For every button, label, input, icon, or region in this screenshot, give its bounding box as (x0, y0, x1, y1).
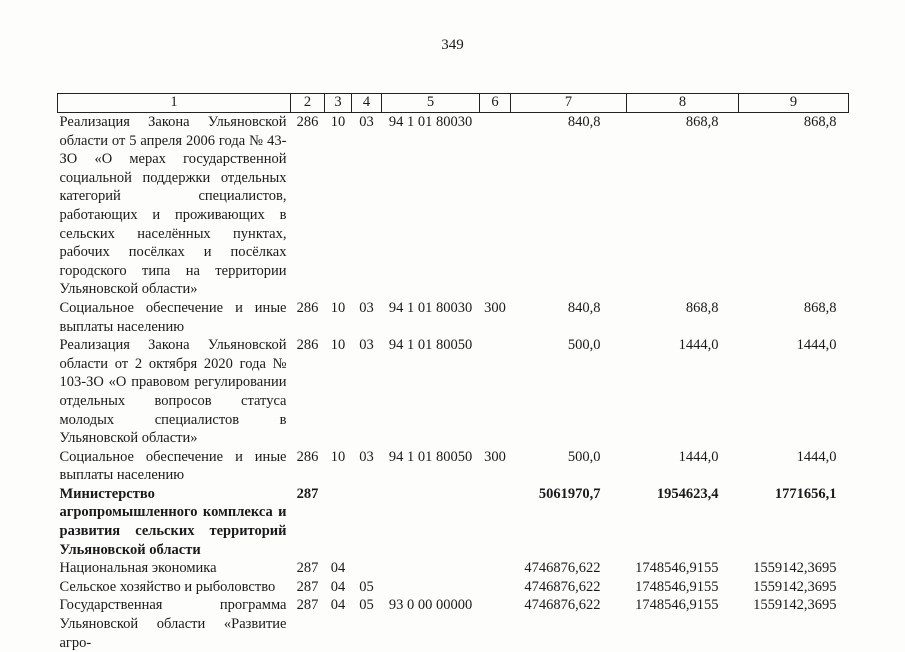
header-col-8: 8 (627, 94, 739, 113)
row-col-4: 05 (359, 597, 374, 614)
header-col-6: 6 (480, 94, 511, 113)
row-col-7: 4746876,622 (524, 560, 601, 577)
header-col-1: 1 (58, 94, 291, 113)
row-col-6 (480, 485, 511, 559)
table-row (58, 596, 849, 652)
row-col-3: 04 (330, 597, 346, 614)
row-col-5: 94 1 01 80050 (388, 337, 473, 354)
header-col-9: 9 (739, 94, 849, 113)
row-col-9: 1559142,3695 (753, 560, 837, 577)
table-row (58, 336, 849, 448)
row-col-5 (382, 578, 480, 597)
row-col-5 (382, 485, 480, 559)
row-col-4 (352, 485, 382, 559)
row-col-8: 1954623,4 (656, 485, 719, 502)
row-col-9: 1559142,3695 (753, 578, 837, 595)
row-col-2: 287 (296, 485, 319, 502)
row-col-2: 286 (296, 114, 319, 130)
row-col-4: 03 (359, 337, 374, 354)
row-col-6 (480, 559, 511, 578)
row-col-7: 5061970,7 (538, 485, 601, 502)
header-col-7: 7 (511, 94, 627, 113)
row-col-8: 1444,0 (678, 337, 719, 354)
row-col-8: 1444,0 (678, 448, 719, 465)
row-col-4 (352, 559, 382, 578)
row-col-5: 94 1 01 80050 (388, 448, 473, 465)
table-row (58, 485, 849, 559)
header-col-4: 4 (352, 94, 382, 113)
row-col-5 (382, 559, 480, 578)
row-name: Социальное обеспечение и иные выплаты населению (59, 448, 287, 484)
row-col-4: 03 (359, 299, 374, 316)
row-col-9: 1559142,3695 (753, 597, 837, 614)
row-col-9: 868,8 (803, 114, 837, 130)
row-col-3: 04 (330, 560, 346, 577)
row-col-5: 93 0 00 00000 (388, 597, 473, 614)
row-col-6 (480, 578, 511, 597)
row-col-7: 500,0 (567, 448, 601, 465)
row-col-8: 1748546,9155 (635, 597, 719, 614)
table-row (58, 448, 849, 485)
row-name: Государственная программа Ульяновской области «Развитие агро- (59, 597, 287, 651)
row-col-9: 1771656,1 (774, 485, 837, 502)
row-col-7: 500,0 (567, 337, 601, 354)
row-col-9: 1444,0 (796, 448, 837, 465)
row-col-4: 05 (359, 578, 374, 595)
row-col-7: 840,8 (567, 299, 601, 316)
row-col-2: 286 (296, 299, 319, 316)
row-col-2: 287 (296, 578, 319, 595)
page-number: 349 (441, 37, 464, 53)
row-col-6 (480, 596, 511, 652)
row-name: Реализация Закона Ульяновской области от 2 октября 2020 года № 103-ЗО «О правовом регулировании отдельных вопросов статуса молодых специалистов в Ульяновской области» (59, 337, 287, 447)
row-col-3 (325, 485, 352, 559)
row-col-7: 4746876,622 (524, 597, 601, 614)
row-name: Министерство агропромышленного комплекса и развития сельских территорий Ульяновской области (59, 485, 287, 558)
budget-table (57, 93, 849, 652)
row-name: Реализация Закона Ульяновской области от 5 апреля 2006 года № 43-ЗО «О мерах государственной социальной поддержки отдельных категорий специалистов, работающих и проживающих в сельских населённых пунктах, рабочих посёлках и посёлках городского типа на территории Ульяновской области» (59, 114, 287, 298)
row-col-2: 286 (296, 337, 319, 354)
table-row (58, 559, 849, 578)
row-col-8: 1748546,9155 (635, 560, 719, 577)
table-row (58, 299, 849, 336)
row-col-3: 10 (330, 337, 346, 354)
row-col-9: 1444,0 (796, 337, 837, 354)
row-col-4: 03 (359, 114, 374, 130)
row-col-7: 840,8 (567, 114, 601, 130)
row-col-8: 1748546,9155 (635, 578, 719, 595)
header-col-5: 5 (382, 94, 480, 113)
table-row (58, 113, 849, 299)
table-row (58, 578, 849, 597)
row-col-2: 287 (296, 560, 319, 577)
row-col-6 (480, 113, 511, 299)
row-col-3: 10 (330, 114, 346, 130)
row-col-5: 94 1 01 80030 (388, 114, 473, 130)
row-col-4: 03 (359, 448, 374, 465)
row-name: Социальное обеспечение и иные выплаты населению (59, 299, 287, 335)
row-col-7: 4746876,622 (524, 578, 601, 595)
row-col-2: 286 (296, 448, 319, 465)
row-col-5: 94 1 01 80030 (388, 299, 473, 316)
row-col-6 (480, 336, 511, 448)
row-col-9: 868,8 (803, 299, 837, 316)
header-col-3: 3 (325, 94, 352, 113)
row-col-8: 868,8 (685, 114, 719, 130)
row-name: Сельское хозяйство и рыболовство (59, 578, 276, 595)
row-col-8: 868,8 (685, 299, 719, 316)
row-col-3: 10 (330, 299, 346, 316)
header-col-2: 2 (291, 94, 325, 113)
row-col-6: 300 (484, 448, 506, 465)
row-col-6: 300 (484, 299, 506, 316)
header-row (58, 94, 849, 113)
row-col-3: 10 (330, 448, 346, 465)
row-col-3: 04 (330, 578, 346, 595)
row-col-2: 287 (296, 597, 319, 614)
row-name: Национальная экономика (59, 560, 217, 577)
